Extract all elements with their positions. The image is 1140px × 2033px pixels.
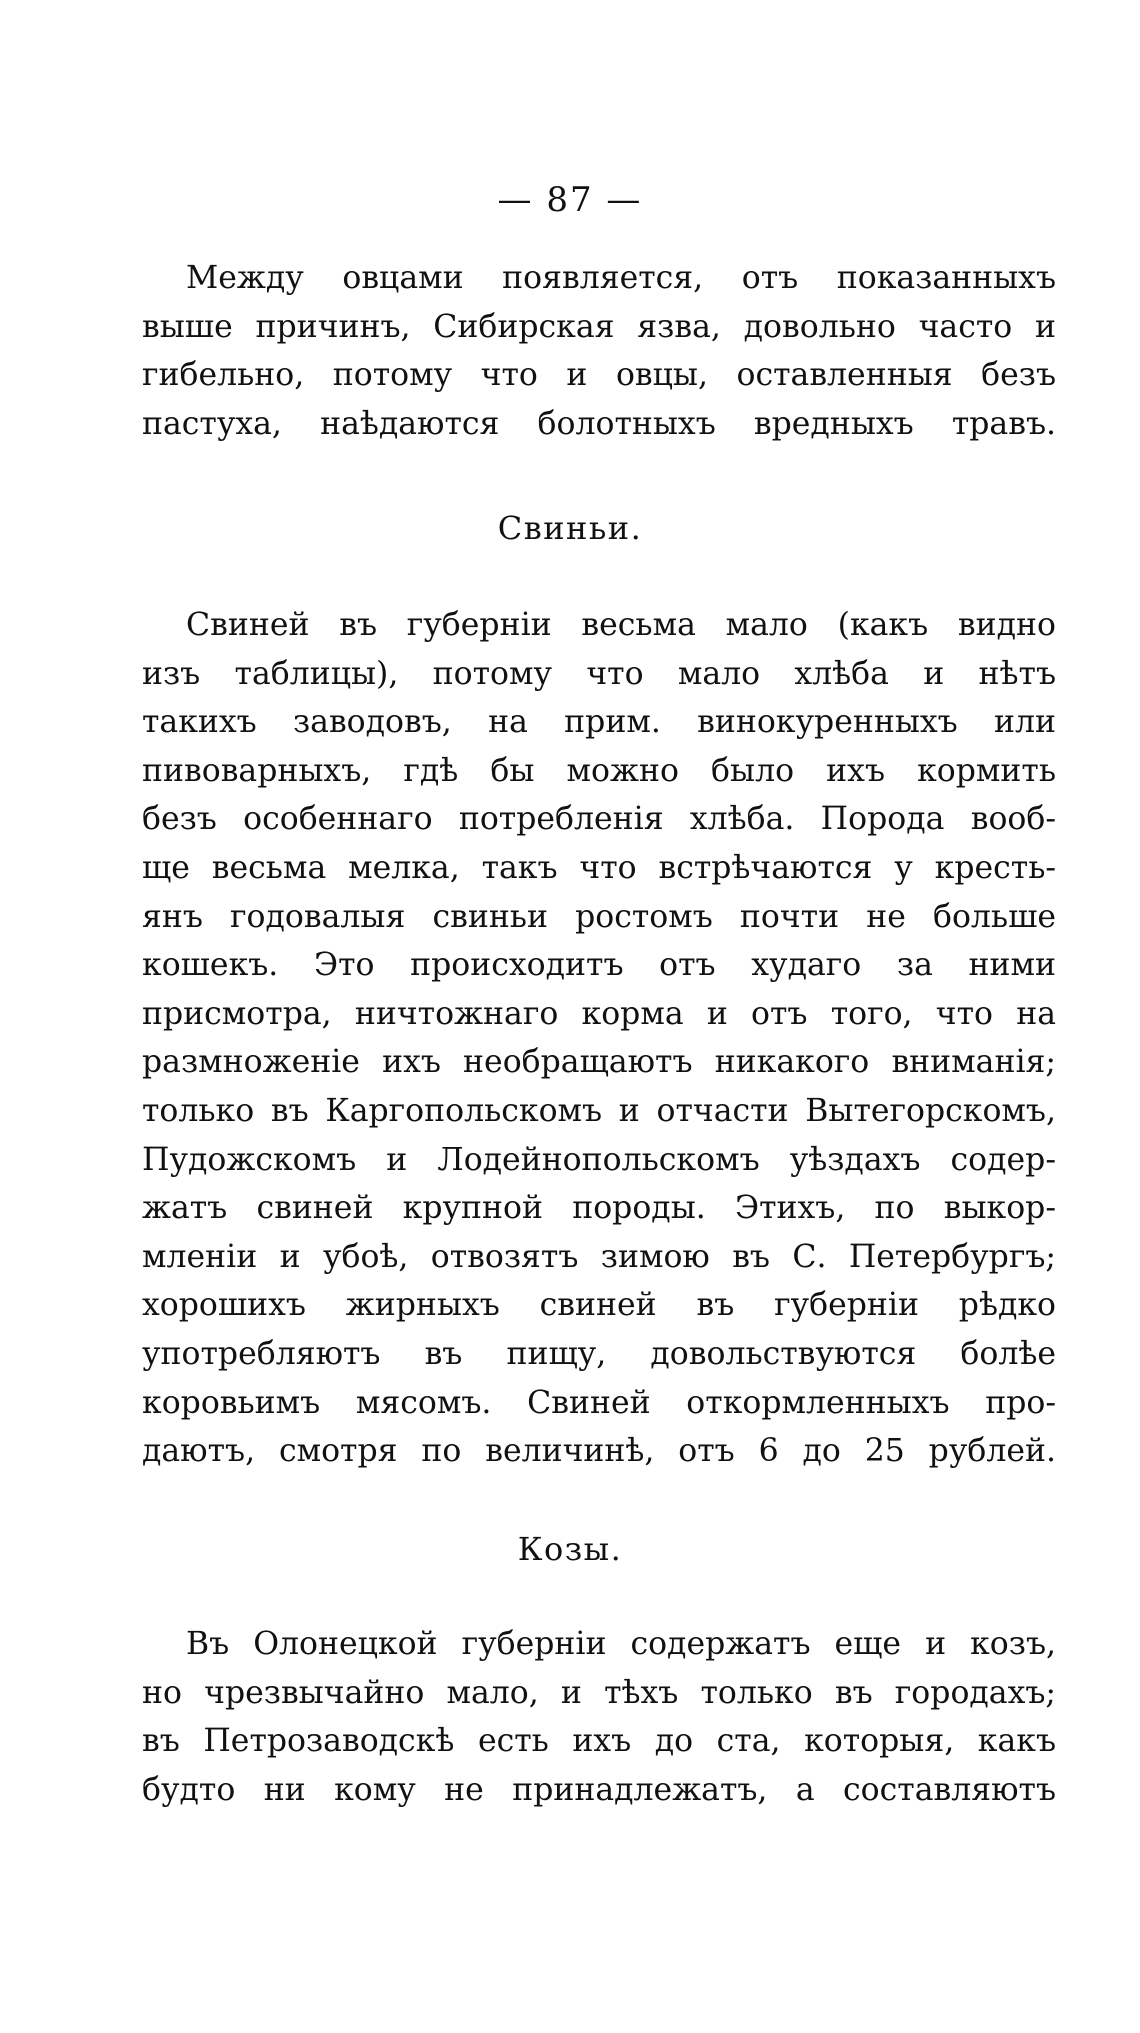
text-line: но чрезвычайно мало, и тѣхъ только въ городахъ; — [142, 1674, 1056, 1711]
page-number: — 87 — — [497, 180, 643, 220]
paragraph-pigs — [142, 601, 1056, 1476]
text-line: изъ таблицы), потому что мало хлѣба и нѣтъ — [142, 655, 1056, 692]
text-line: гибельно, потому что и овцы, оставленныя безъ — [142, 357, 1056, 394]
text-line: Свиней въ губерніи весьма мало (какъ видно — [186, 607, 1056, 643]
text-line: будто ни кому не принадлежатъ, а составляютъ — [142, 1771, 1056, 1808]
text-line: безъ особеннаго потребленія хлѣба. Порода вооб- — [142, 801, 1056, 838]
section-heading-goats: Козы. — [517, 1530, 623, 1568]
paragraph-sheep — [142, 254, 1056, 448]
text-line: Въ Олонецкой губерніи содержатъ еще и козъ, — [186, 1626, 1056, 1662]
text-line: Пудожскомъ и Лодейнопольскомъ уѣздахъ содер- — [142, 1141, 1056, 1178]
text-line: кошекъ. Это происходитъ отъ худаго за ними — [142, 947, 1056, 984]
text-line: мленіи и убоѣ, отвозятъ зимою въ С. Петербургъ; — [142, 1238, 1056, 1275]
text-line: употребляютъ въ пищу, довольствуются болѣе — [142, 1335, 1056, 1372]
text-line: только въ Каргопольскомъ и отчасти Вытегорскомъ, — [142, 1092, 1056, 1129]
section-heading-pigs: Свиньи. — [497, 509, 643, 547]
text-line: ще весьма мелка, такъ что встрѣчаются у кресть- — [142, 849, 1056, 886]
text-line: такихъ заводовъ, на прим. винокуренныхъ или — [142, 704, 1056, 741]
text-line: янъ годовалыя свиньи ростомъ почти не больше — [142, 898, 1056, 935]
text-line: пивоварныхъ, гдѣ бы можно было ихъ кормить — [142, 752, 1056, 789]
text-line: жатъ свиней крупной породы. Этихъ, по выкор- — [142, 1190, 1056, 1227]
text-line: пастуха, наѣдаются болотныхъ вредныхъ травъ. — [142, 405, 1056, 442]
paragraph-goats — [142, 1620, 1056, 1814]
text-line: хорошихъ жирныхъ свиней въ губерніи рѣдко — [142, 1287, 1056, 1324]
text-line: даютъ, смотря по величинѣ, отъ 6 до 25 рублей. — [142, 1433, 1056, 1470]
text-line: въ Петрозаводскѣ есть ихъ до ста, которыя, какъ — [142, 1723, 1056, 1760]
text-line: Между овцами появляется, отъ показанныхъ — [186, 260, 1056, 296]
text-line: размноженіе ихъ необращаютъ никакого вниманія; — [142, 1044, 1056, 1081]
text-line: присмотра, ничтожнаго корма и отъ того, что на — [142, 995, 1056, 1032]
text-line: выше причинъ, Сибирская язва, довольно часто и — [142, 308, 1056, 345]
text-line: коровьимъ мясомъ. Свиней откормленныхъ про- — [142, 1384, 1056, 1421]
